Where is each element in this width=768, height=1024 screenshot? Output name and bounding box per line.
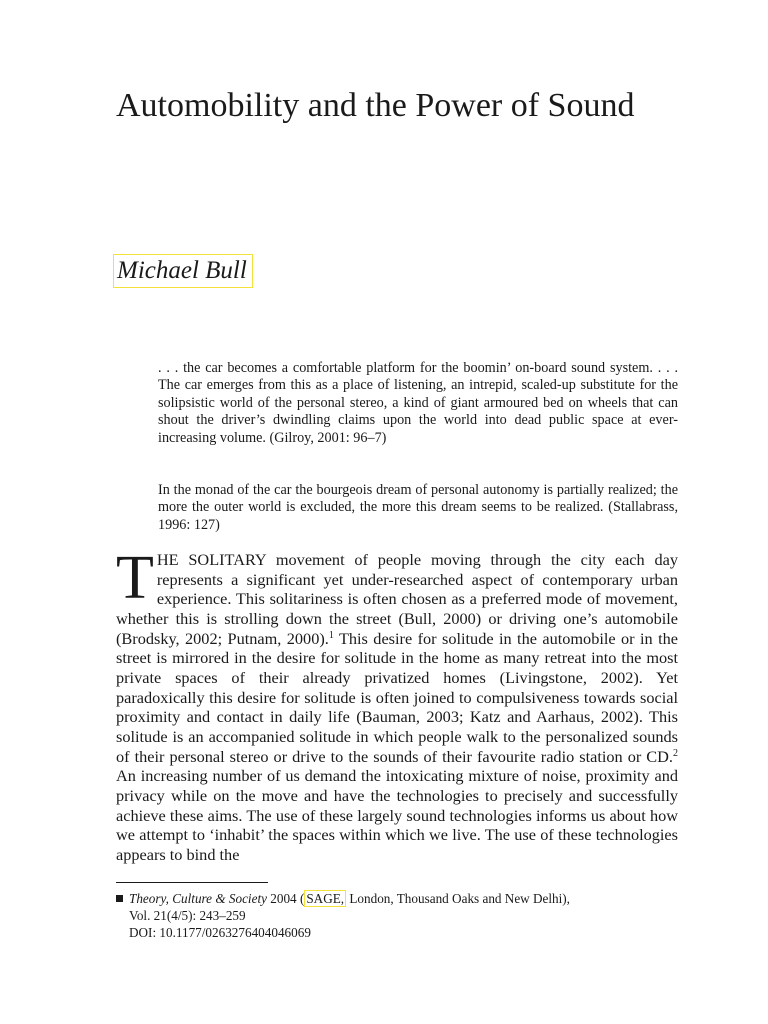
footnote-divider <box>116 882 268 883</box>
journal-name: Theory, Culture & Society <box>129 891 267 906</box>
author-name: Michael Bull <box>113 254 253 288</box>
body-text-segment-2: This desire for solitude in the automobile or in the street is mirrored in the desire for solitude in the home as many retreat into the most private spaces of their already privatized homes (Livingstone, 2002). Yet paradoxically this desire for solitude is often joined to compulsiveness towards social proximity and contact in daily life (Bauman, 2003; Katz and Aarhaus, 2002). This solitude is an accompanied solitude in which people walk to the personalized sounds of their personal stereo or drive to the sounds of their favourite radio station or CD. <box>116 628 678 766</box>
citation-volume: Vol. 21(4/5): 243–259 <box>129 908 246 924</box>
publisher-name: SAGE, <box>306 891 345 906</box>
epigraph-stallabrass: In the monad of the car the bourgeois dream of personal autonomy is partially realized; the more the outer world is excluded, the more this dream seems to be realized. (Stallabrass, 1996: 127) <box>158 482 678 533</box>
publisher-place: London, Thousand Oaks and New Delhi), <box>346 891 570 906</box>
article-title: Automobility and the Power of Sound <box>116 87 635 124</box>
body-paragraph <box>116 544 678 865</box>
body-text-segment-3: An increasing number of us demand the intoxicating mixture of noise, proximity and privacy while on the move and have the technologies to precisely and successfully achieve these aims. The use of these largely sound technologies informs us about how we attempt to ‘inhabit’ the spaces within which we live. The use of these technologies appears to bind the <box>116 766 678 864</box>
drop-cap: T <box>116 544 154 612</box>
citation-footnote <box>116 890 676 942</box>
square-bullet-icon <box>116 895 123 902</box>
footnote-ref-1[interactable]: 1 <box>328 629 334 641</box>
body-text-segment-1: HE SOLITARY movement of people moving through the city each day represents a significant yet under-researched aspect of contemporary urban experience. This solitariness is often chosen as a preferred mode of movement, whether this is strolling down the street (Bull, 2000) or driving one’s automobile (Brodsky, 2002; Putnam, 2000). <box>116 550 678 648</box>
citation-year: 2004 ( <box>266 891 305 906</box>
citation-doi[interactable]: DOI: 10.1177/0263276404046069 <box>129 925 311 941</box>
epigraph-gilroy: . . . the car becomes a comfortable platform for the boomin’ on-board sound system. . . . The car emerges from this as a place of listening, an intrepid, scaled-up substitute for the solipsistic world of the personal stereo, a kind of giant armoured bed on wheels that can shout the driver’s dwindling claims upon the world into dead public space at ever-increasing volume. (Gilroy, 2001: 96–7) <box>158 360 678 446</box>
citation-line-1 <box>116 890 676 907</box>
footnote-ref-2[interactable]: 2 <box>673 747 678 759</box>
